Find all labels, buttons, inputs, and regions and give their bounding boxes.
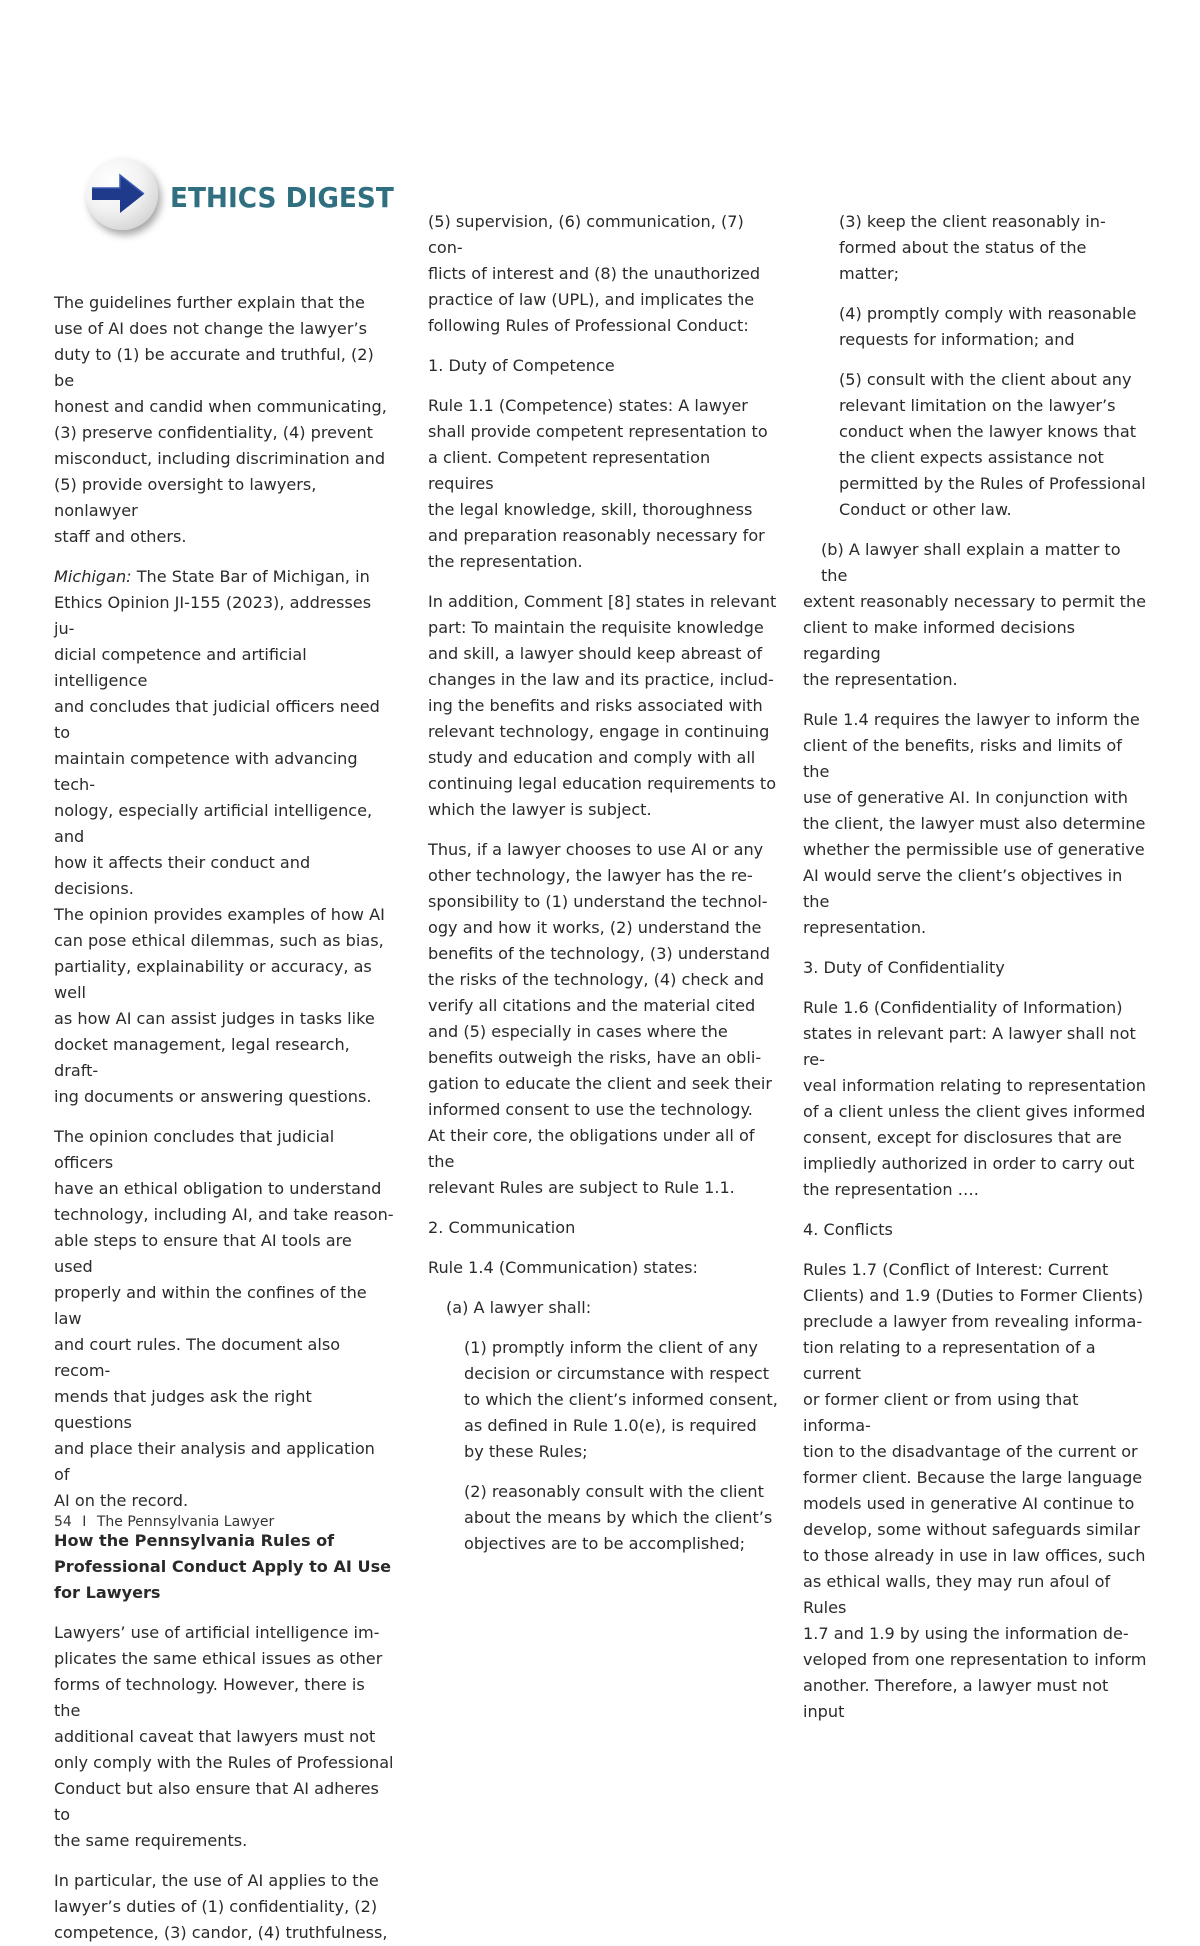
line-text: impliedly authorized in order to carry out [803, 1154, 1135, 1173]
text-line [428, 523, 778, 549]
line-text: Professional Conduct Apply to AI Use [54, 1557, 392, 1576]
text-line [428, 1361, 778, 1387]
line-text: nology, especially artificial intelligence, and [54, 801, 373, 846]
text-line [54, 590, 394, 642]
line-text: have an ethical obligation to understand [54, 1179, 382, 1198]
text-line [54, 1868, 394, 1894]
line-text: use of AI does not change the lawyer’s [54, 319, 367, 338]
text-line [803, 301, 1148, 327]
paragraph-gap [428, 379, 778, 393]
text-line [803, 367, 1148, 393]
paragraph-gap [803, 1203, 1148, 1217]
line-text: (b) A lawyer shall explain a matter to the [821, 540, 1121, 585]
line-text: the representation. [428, 552, 583, 571]
text-line [803, 419, 1148, 445]
line-text: (5) provide oversight to lawyers, nonlawyer [54, 475, 317, 520]
text-line [803, 995, 1148, 1021]
line-text: requests for information; and [839, 330, 1075, 349]
text-line [803, 955, 1148, 981]
text-line [428, 771, 778, 797]
paragraph-gap [803, 353, 1148, 367]
text-line [54, 564, 394, 590]
text-line [54, 1776, 394, 1828]
line-text: develop, some without safeguards similar [803, 1520, 1140, 1539]
line-text: docket management, legal research, draft- [54, 1035, 350, 1080]
line-text: objectives are to be accomplished; [464, 1534, 746, 1553]
paragraph-gap [803, 981, 1148, 995]
line-text: of a client unless the client gives informed [803, 1102, 1146, 1121]
line-text: The opinion provides examples of how AI [54, 905, 385, 924]
line-text: Rule 1.1 (Competence) states: A lawyer [428, 396, 748, 415]
text-line [428, 1335, 778, 1361]
line-text: (4) promptly comply with reasonable [839, 304, 1137, 323]
paragraph-gap [54, 1110, 394, 1124]
text-line [54, 1580, 394, 1606]
text-line [428, 693, 778, 719]
text-line [803, 915, 1148, 941]
italic-lead: Michigan: [54, 567, 132, 586]
text-line [803, 785, 1148, 811]
text-line [428, 419, 778, 445]
text-line [54, 342, 394, 394]
line-text: Clients) and 1.9 (Duties to Former Clients) [803, 1286, 1144, 1305]
line-text: which the lawyer is subject. [428, 800, 652, 819]
text-line [803, 1439, 1148, 1465]
text-line [428, 589, 778, 615]
text-line [428, 967, 778, 993]
text-line [54, 1332, 394, 1384]
line-text: continuing legal education requirements to [428, 774, 777, 793]
text-line [54, 472, 394, 524]
text-line [54, 1920, 394, 1946]
line-text: (1) promptly inform the client of any [464, 1338, 758, 1357]
text-line [803, 615, 1148, 667]
text-line [428, 1215, 778, 1241]
text-line [428, 915, 778, 941]
text-line [803, 1217, 1148, 1243]
text-line [54, 1672, 394, 1724]
line-text: and (5) especially in cases where the [428, 1022, 728, 1041]
text-line [803, 589, 1148, 615]
line-text: additional caveat that lawyers must not [54, 1727, 376, 1746]
text-line [803, 327, 1148, 353]
text-line [803, 471, 1148, 497]
text-line [803, 1073, 1148, 1099]
text-line [428, 1479, 778, 1505]
paragraph-gap [803, 941, 1148, 955]
line-text: AI on the record. [54, 1491, 189, 1510]
text-line [54, 1006, 394, 1032]
line-text: flicts of interest and (8) the unauthorized [428, 264, 761, 283]
line-text: changes in the law and its practice, includ- [428, 670, 774, 689]
text-line [54, 316, 394, 342]
text-line [54, 1202, 394, 1228]
line-text: whether the permissible use of generative [803, 840, 1145, 859]
text-line [803, 537, 1148, 589]
text-line [428, 993, 778, 1019]
text-line [428, 1531, 778, 1557]
line-text: maintain competence with advancing tech- [54, 749, 358, 794]
line-text: or former client or from using that informa- [803, 1390, 1079, 1435]
line-text: properly and within the confines of the law [54, 1283, 367, 1328]
text-line [803, 1283, 1148, 1309]
line-text: models used in generative AI continue to [803, 1494, 1135, 1513]
paragraph-gap [428, 1241, 778, 1255]
text-line [54, 902, 394, 928]
text-line [803, 1491, 1148, 1517]
line-text: In particular, the use of AI applies to the [54, 1871, 379, 1890]
text-line [428, 667, 778, 693]
line-text: practice of law (UPL), and implicates the [428, 290, 755, 309]
line-text: and place their analysis and application of [54, 1439, 375, 1484]
line-text: 2. Communication [428, 1218, 576, 1237]
text-line [803, 1517, 1148, 1543]
text-line [803, 1387, 1148, 1439]
line-text: representation. [803, 918, 927, 937]
line-text: benefits of the technology, (3) understand [428, 944, 770, 963]
section-title: ETHICS DIGEST [170, 181, 394, 214]
column-right [803, 209, 1148, 1725]
paragraph-gap [428, 339, 778, 353]
text-line [428, 353, 778, 379]
text-line [428, 1505, 778, 1531]
text-line [54, 694, 394, 746]
line-text: the client, the lawyer must also determine [803, 814, 1146, 833]
text-line [54, 1894, 394, 1920]
paragraph-gap [803, 693, 1148, 707]
text-line [54, 798, 394, 850]
text-line [428, 209, 778, 261]
line-text: gation to educate the client and seek their [428, 1074, 773, 1093]
line-text: (5) supervision, (6) communication, (7) con- [428, 212, 744, 257]
line-text: sponsibility to (1) understand the technol- [428, 892, 768, 911]
arrow-right-icon [86, 158, 158, 230]
text-line [54, 642, 394, 694]
line-text: for Lawyers [54, 1583, 161, 1602]
text-line [428, 641, 778, 667]
column-middle [428, 209, 778, 1557]
text-line [428, 1019, 778, 1045]
text-line [803, 1099, 1148, 1125]
line-text: informed consent to use the technology. [428, 1100, 753, 1119]
text-line [428, 1071, 778, 1097]
line-text: In addition, Comment [8] states in relevant [428, 592, 777, 611]
line-text: (2) reasonably consult with the client [464, 1482, 764, 1501]
line-text: Rule 1.6 (Confidentiality of Information) [803, 998, 1123, 1017]
text-line [54, 1280, 394, 1332]
text-line [803, 707, 1148, 733]
text-line [54, 1176, 394, 1202]
line-text: how it affects their conduct and decisions. [54, 853, 311, 898]
paragraph-gap [803, 1243, 1148, 1257]
text-line [428, 863, 778, 889]
text-line [54, 446, 394, 472]
line-text: forms of technology. However, there is the [54, 1675, 365, 1720]
line-text: about the means by which the client’s [464, 1508, 773, 1527]
line-text: study and education and comply with all [428, 748, 756, 767]
line-text: How the Pennsylvania Rules of [54, 1531, 335, 1550]
line-text: following Rules of Professional Conduct: [428, 316, 749, 335]
line-text: Rule 1.4 (Communication) states: [428, 1258, 698, 1277]
text-line [428, 393, 778, 419]
line-text: extent reasonably necessary to permit the [803, 592, 1147, 611]
line-text: relevant Rules are subject to Rule 1.1. [428, 1178, 735, 1197]
text-line [803, 1335, 1148, 1387]
line-text: plicates the same ethical issues as other [54, 1649, 383, 1668]
page-number: 54 [54, 1514, 72, 1530]
text-line [54, 420, 394, 446]
line-text: as defined in Rule 1.0(e), is required [464, 1416, 757, 1435]
paragraph-gap [428, 1201, 778, 1215]
line-text: (a) A lawyer shall: [446, 1298, 592, 1317]
line-text: the representation. [803, 670, 958, 689]
line-text: technology, including AI, and take reason- [54, 1205, 394, 1224]
text-line [54, 1032, 394, 1084]
text-line [803, 837, 1148, 863]
line-text: duty to (1) be accurate and truthful, (2) be [54, 345, 374, 390]
text-line [428, 719, 778, 745]
text-line [803, 497, 1148, 523]
line-text: veal information relating to representation [803, 1076, 1146, 1095]
text-line [428, 1387, 778, 1413]
publication-name: The Pennsylvania Lawyer [96, 1514, 275, 1530]
text-line [803, 393, 1148, 419]
text-line [803, 1177, 1148, 1203]
text-line [54, 954, 394, 1006]
text-line [54, 290, 394, 316]
line-text: only comply with the Rules of Professional [54, 1753, 394, 1772]
text-line [803, 1465, 1148, 1491]
text-line [428, 549, 778, 575]
text-line [428, 497, 778, 523]
line-text: and skill, a lawyer should keep abreast of [428, 644, 763, 663]
line-text: as ethical walls, they may run afoul of Rules [803, 1572, 1111, 1617]
line-text: other technology, the lawyer has the re- [428, 866, 753, 885]
line-text: the representation …. [803, 1180, 979, 1199]
line-text: tion relating to a representation of a current [803, 1338, 1096, 1383]
line-text: Rule 1.4 requires the lawyer to inform the [803, 710, 1140, 729]
line-text: consent, except for disclosures that are [803, 1128, 1122, 1147]
line-text: and court rules. The document also recom- [54, 1335, 341, 1380]
text-line [428, 1255, 778, 1281]
paragraph-gap [803, 523, 1148, 537]
text-line [54, 1724, 394, 1750]
text-line [803, 209, 1148, 235]
paragraph-gap [428, 575, 778, 589]
paragraph-gap [428, 1321, 778, 1335]
line-text: the legal knowledge, skill, thoroughness [428, 500, 753, 519]
line-text: to which the client’s informed consent, [464, 1390, 778, 1409]
line-text: part: To maintain the requisite knowledge [428, 618, 764, 637]
line-text: relevant limitation on the lawyer’s [839, 396, 1116, 415]
line-text: competence, (3) candor, (4) truthfulness, [54, 1923, 388, 1942]
text-line [54, 1828, 394, 1854]
text-line [428, 1097, 778, 1123]
paragraph-gap [54, 1854, 394, 1868]
paragraph-gap [428, 1465, 778, 1479]
line-text: ogy and how it works, (2) understand the [428, 918, 762, 937]
text-line [428, 1295, 778, 1321]
text-line [803, 1309, 1148, 1335]
text-line [54, 1228, 394, 1280]
line-text: staff and others. [54, 527, 187, 546]
line-text: and concludes that judicial officers need to [54, 697, 380, 742]
text-line [428, 1439, 778, 1465]
text-line [428, 287, 778, 313]
text-line [428, 313, 778, 339]
line-text: decision or circumstance with respect [464, 1364, 770, 1383]
line-text: client to make informed decisions regarding [803, 618, 1076, 663]
line-text: and preparation reasonably necessary for [428, 526, 765, 545]
text-line [803, 1647, 1148, 1673]
text-line [803, 667, 1148, 693]
line-text: able steps to ensure that AI tools are used [54, 1231, 352, 1276]
line-text: relevant technology, engage in continuing [428, 722, 770, 741]
line-text: verify all citations and the material cited [428, 996, 756, 1015]
line-text: (5) consult with the client about any [839, 370, 1132, 389]
line-text: Thus, if a lawyer chooses to use AI or any [428, 840, 764, 859]
column-left [54, 290, 394, 1946]
line-text: formed about the status of the matter; [839, 238, 1087, 283]
text-line [428, 1175, 778, 1201]
line-text: conduct when the lawyer knows that [839, 422, 1137, 441]
line-text: mends that judges ask the right questions [54, 1387, 312, 1432]
text-line [428, 1413, 778, 1439]
text-line [803, 811, 1148, 837]
text-line [803, 1257, 1148, 1283]
ethics-digest-logo [86, 158, 158, 230]
line-text: ing documents or answering questions. [54, 1087, 372, 1106]
text-line [803, 1151, 1148, 1177]
line-text: states in relevant part: A lawyer shall not re- [803, 1024, 1136, 1069]
line-text: benefits outweigh the risks, have an obli- [428, 1048, 762, 1067]
line-text: client of the benefits, risks and limits of the [803, 736, 1122, 781]
text-line [803, 1125, 1148, 1151]
text-line [803, 1569, 1148, 1621]
line-text: partiality, explainability or accuracy, as well [54, 957, 372, 1002]
paragraph-gap [803, 287, 1148, 301]
text-line [54, 1436, 394, 1488]
line-text: 3. Duty of Confidentiality [803, 958, 1005, 977]
page-footer [54, 1512, 274, 1532]
paragraph-gap [428, 823, 778, 837]
line-text: the same requirements. [54, 1831, 248, 1850]
line-text: At their core, the obligations under all of the [428, 1126, 755, 1171]
text-line [54, 1488, 394, 1514]
text-line [54, 1620, 394, 1646]
text-line [428, 889, 778, 915]
text-line [54, 524, 394, 550]
text-line [54, 928, 394, 954]
line-text: former client. Because the large language [803, 1468, 1143, 1487]
line-text: dicial competence and artificial intelligence [54, 645, 307, 690]
line-text: shall provide competent representation to [428, 422, 768, 441]
text-line [54, 1750, 394, 1776]
line-text: Lawyers’ use of artificial intelligence im- [54, 1623, 380, 1642]
line-text: Conduct but also ensure that AI adheres to [54, 1779, 379, 1824]
line-text: can pose ethical dilemmas, such as bias, [54, 931, 384, 950]
text-line [428, 797, 778, 823]
line-text: (3) keep the client reasonably in- [839, 212, 1106, 231]
line-text: lawyer’s duties of (1) confidentiality, (2) [54, 1897, 378, 1916]
text-line [803, 1543, 1148, 1569]
text-line [428, 941, 778, 967]
line-text: misconduct, including discrimination and [54, 449, 386, 468]
text-line [803, 235, 1148, 287]
text-line [54, 394, 394, 420]
line-text: (3) preserve confidentiality, (4) prevent [54, 423, 373, 442]
text-line [54, 1646, 394, 1672]
text-line [428, 261, 778, 287]
text-line [54, 746, 394, 798]
line-text: permitted by the Rules of Professional [839, 474, 1146, 493]
text-line [54, 1084, 394, 1110]
line-text: tion to the disadvantage of the current or [803, 1442, 1138, 1461]
paragraph-gap [54, 550, 394, 564]
line-text: The guidelines further explain that the [54, 293, 365, 312]
text-line [803, 863, 1148, 915]
line-text: 1. Duty of Competence [428, 356, 615, 375]
line-text: to those already in use in law offices, such [803, 1546, 1146, 1565]
text-line [428, 1045, 778, 1071]
line-text: Conduct or other law. [839, 500, 1012, 519]
line-text: the client expects assistance not [839, 448, 1104, 467]
text-line [54, 1384, 394, 1436]
line-text: the risks of the technology, (4) check and [428, 970, 764, 989]
line-text: as how AI can assist judges in tasks like [54, 1009, 375, 1028]
line-text: 4. Conflicts [803, 1220, 893, 1239]
text-line [803, 1621, 1148, 1647]
line-text: preclude a lawyer from revealing informa- [803, 1312, 1143, 1331]
text-line [428, 615, 778, 641]
text-line [54, 1124, 394, 1176]
line-text: another. Therefore, a lawyer must not input [803, 1676, 1109, 1721]
line-text: honest and candid when communicating, [54, 397, 387, 416]
text-line [803, 445, 1148, 471]
text-line [54, 1554, 394, 1580]
footer-separator: I [82, 1514, 87, 1530]
line-text: use of generative AI. In conjunction with [803, 788, 1129, 807]
line-text: a client. Competent representation requires [428, 448, 711, 493]
text-line [803, 733, 1148, 785]
line-text: 1.7 and 1.9 by using the information de- [803, 1624, 1129, 1643]
paragraph-gap [428, 1281, 778, 1295]
text-line [428, 837, 778, 863]
line-text: The opinion concludes that judicial officers [54, 1127, 335, 1172]
text-line [428, 445, 778, 497]
line-text: Rules 1.7 (Conflict of Interest: Current [803, 1260, 1109, 1279]
line-text: Ethics Opinion JI-155 (2023), addresses ju- [54, 593, 372, 638]
line-text: ing the benefits and risks associated with [428, 696, 763, 715]
line-text: veloped from one representation to inform [803, 1650, 1147, 1669]
text-line [803, 1673, 1148, 1725]
text-line [428, 1123, 778, 1175]
line-text: The State Bar of Michigan, in [131, 567, 370, 586]
line-text: by these Rules; [464, 1442, 588, 1461]
paragraph-gap [54, 1606, 394, 1620]
text-line [428, 745, 778, 771]
text-line [803, 1021, 1148, 1073]
text-line [54, 850, 394, 902]
line-text: AI would serve the client’s objectives in the [803, 866, 1123, 911]
